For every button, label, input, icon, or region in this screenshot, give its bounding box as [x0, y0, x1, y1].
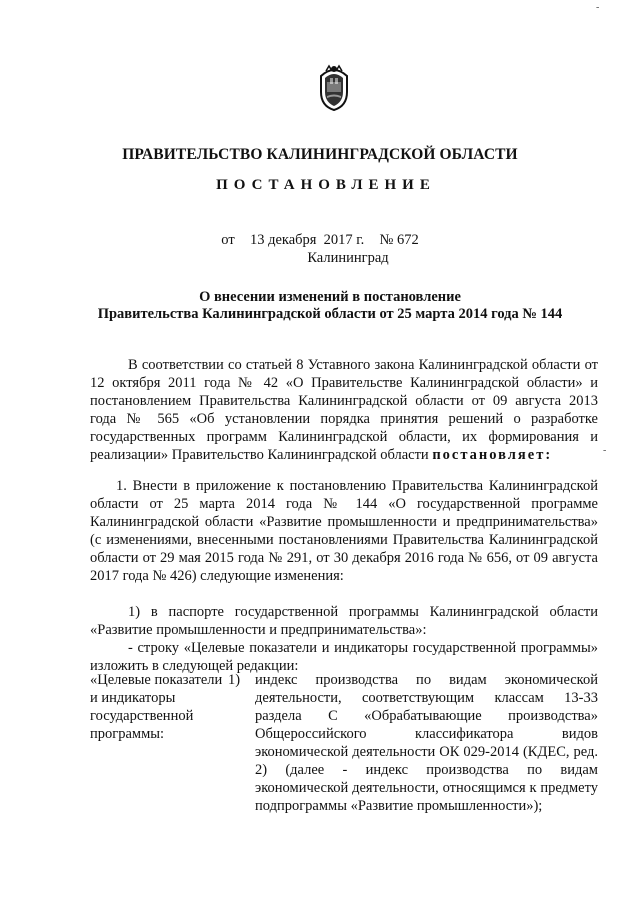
subitem-1-paragraph: 1) в паспорте государственной программы Калининградской области «Развитие промышленности и предпринимательства»: [90, 604, 598, 638]
government-title: ПРАВИТЕЛЬСТВО КАЛИНИНГРАДСКОЙ ОБЛАСТИ [122, 146, 518, 163]
decree-number: № 672 [379, 232, 419, 248]
scan-mark: - [603, 445, 607, 456]
preamble-text: В соответствии со статьей 8 Уставного закона Калининградской области от 12 октября 2011 года № 42 «О Правительстве Калининградской области» и постановлением Правительства Калининградской области от 09 августа 2013 года № 565 «Об установлении порядка принятия решений о разработке государственных программ Калининградской области, их формирования и реализации» Правительство Калининградской области [90, 357, 598, 463]
item-1-paragraph: 1. Внести в приложение к постановлению Правительства Калининградской области от 25 марта 2014 года № 144 «О государственной программе Калининградской области «Развитие промышленности и предпринимательства» (с изменениями, внесенными постановлениями Правительства Калининградской области от 29 мая 2015 года № 291, от 30 декабря 2016 года № 656, от 09 августа 2017 года № 426) следующие изменения: [90, 478, 598, 584]
city: Калининград [307, 250, 389, 266]
subject-line-1: О внесении изменений в постановление [199, 289, 461, 305]
coat-of-arms-icon [313, 62, 355, 112]
date-prefix: от [221, 232, 235, 248]
preamble-paragraph [90, 356, 598, 464]
indicator-number: 1) [228, 672, 241, 688]
date-line [0, 232, 640, 249]
document-type: ПОСТАНОВЛЕНИЕ [216, 177, 436, 193]
resolves-word: постановляет: [432, 447, 553, 463]
table-left-cell: «Целевые показатели и индикаторы государственной программы: [90, 672, 223, 742]
indicator-text: индекс производства по видам экономической деятельности, соответствующим классам 13-33 раздела С «Обрабатывающие производства» Общероссийского классификатора видов экономической деятельности ОК 029-2014 (КДЕС, ред. 2) (далее - индекс производства по видам экономической деятельности, относящимся к предмету подпрограммы «Развитие промышленности»); [255, 672, 598, 814]
table-right-cell [228, 671, 598, 815]
subject-line-2: Правительства Калининградской области от 25 марта 2014 года № 144 [97, 306, 563, 322]
subitem-dash-paragraph: - строку «Целевые показатели и индикаторы государственной программы» изложить в следующей редакции: [90, 640, 598, 674]
date-value: 13 декабря 2017 г. [249, 232, 365, 248]
scan-mark: - [596, 2, 600, 13]
